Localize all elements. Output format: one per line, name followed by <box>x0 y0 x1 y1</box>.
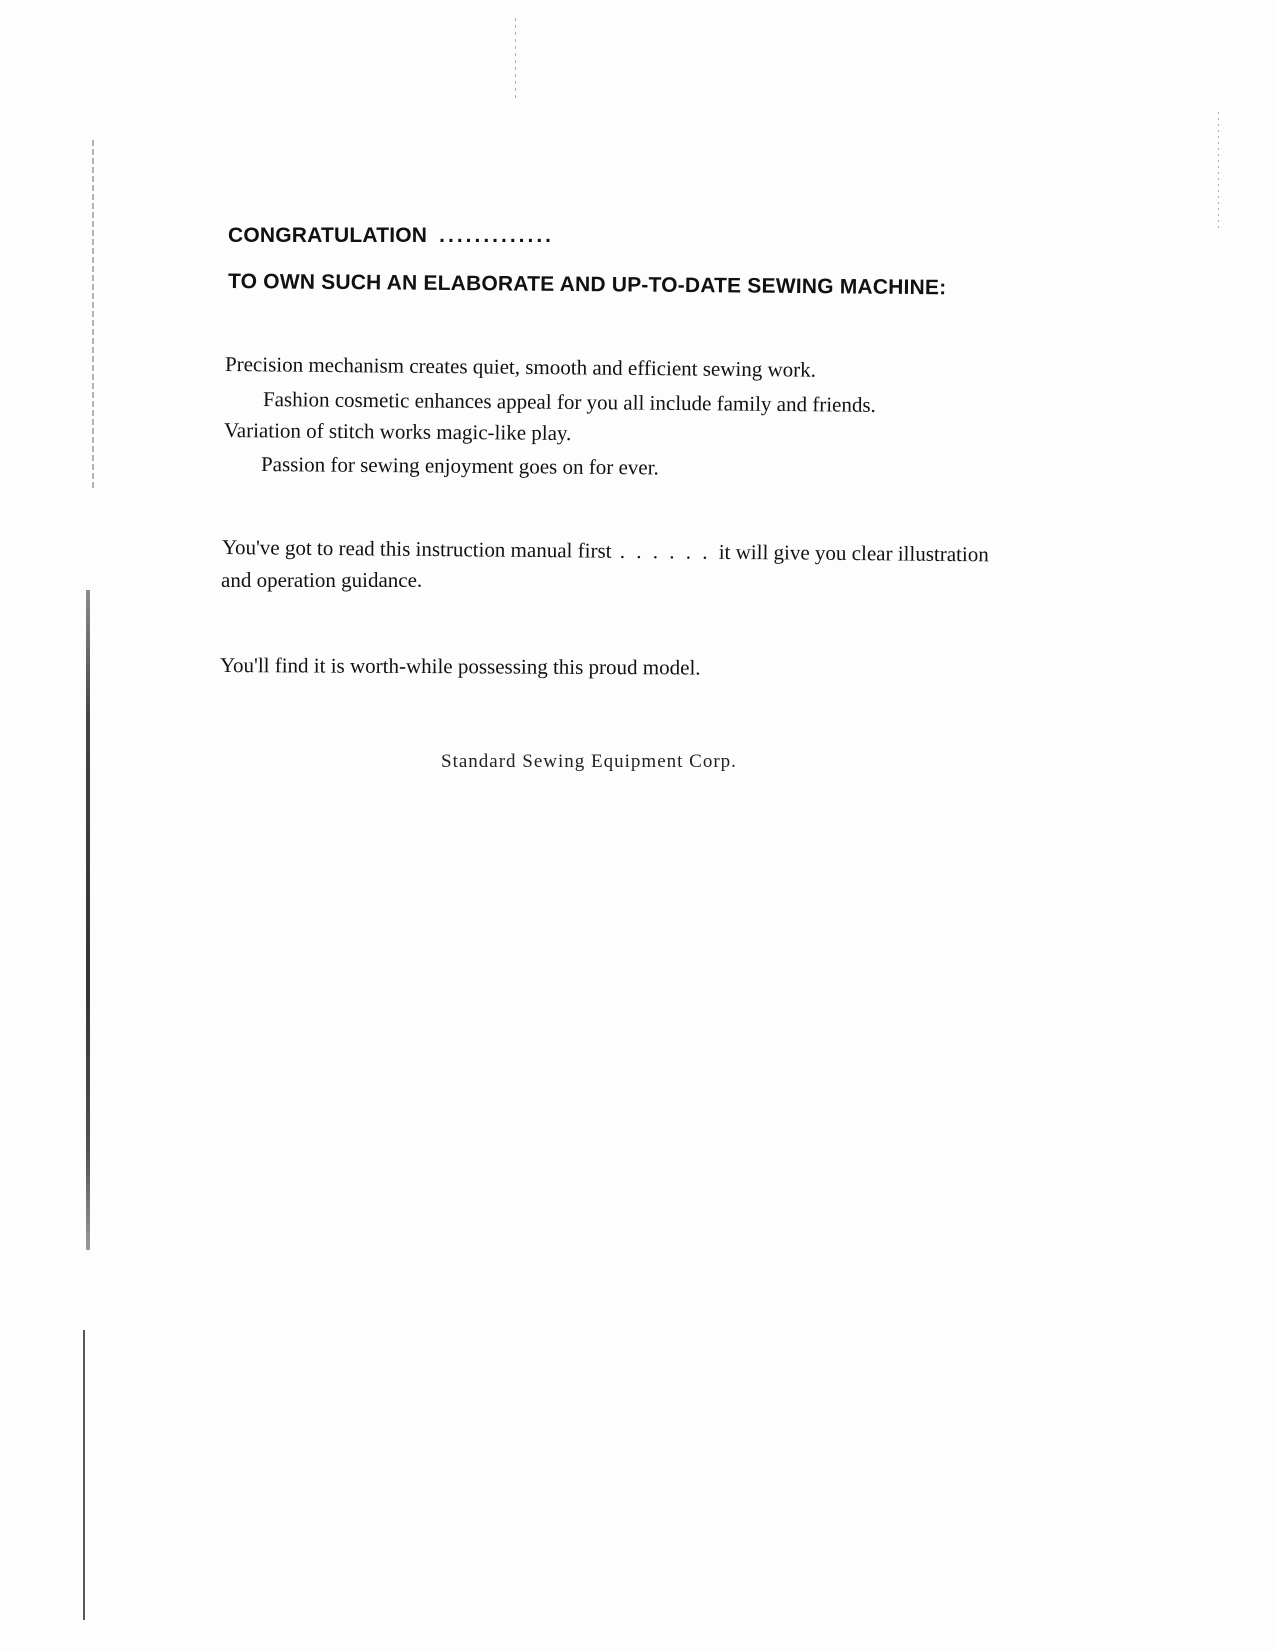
scan-edge-left-lower <box>83 1330 85 1620</box>
closing-line: You'll find it is worth-while possessing this proud model. <box>219 653 701 680</box>
congratulation-text: CONGRATULATION <box>228 224 428 247</box>
scan-edge-left-upper <box>92 140 94 490</box>
manual-line-2: and operation guidance. <box>221 568 423 592</box>
intro-line-precision: Precision mechanism creates quiet, smooth and efficient sewing work. <box>224 352 817 382</box>
manual-line-1-start: You've got to read this instruction manual first <box>221 535 612 563</box>
manual-line-1-ellipsis: . . . . . . <box>611 538 719 564</box>
company-signature: Standard Sewing Equipment Corp. <box>441 751 737 772</box>
intro-line-variation: Variation of stitch works magic-like play. <box>223 418 572 446</box>
scan-edge-left-middle <box>86 590 90 1250</box>
scan-edge-top <box>515 18 516 100</box>
manual-line-1 <box>222 535 989 567</box>
manual-line-1-end: it will give you clear illustration <box>718 539 989 567</box>
machine-heading: TO OWN SUCH AN ELABORATE AND UP-TO-DATE SEWING MACHINE: <box>227 270 947 300</box>
intro-line-fashion: Fashion cosmetic enhances appeal for you all include family and friends. <box>262 387 876 417</box>
scan-edge-right <box>1218 112 1219 232</box>
congratulation-heading <box>228 224 554 248</box>
intro-line-passion: Passion for sewing enjoyment goes on for ever. <box>260 452 659 480</box>
congratulation-dots: ............. <box>439 224 555 247</box>
